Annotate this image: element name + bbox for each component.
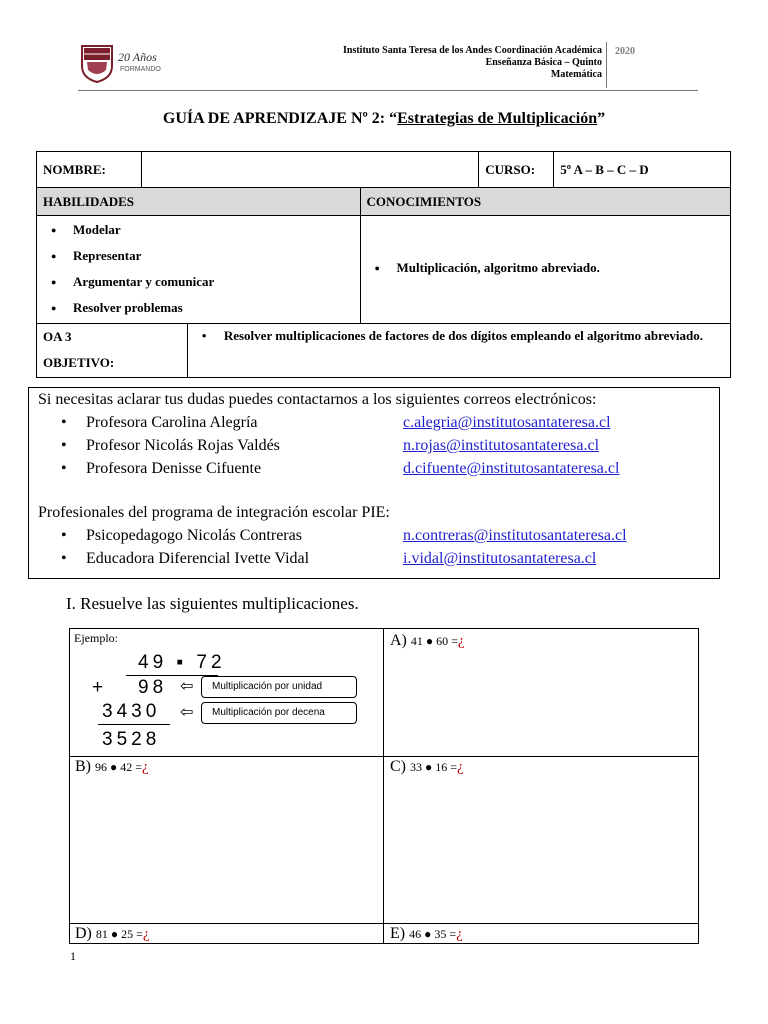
exercise-expression: 41 ● 60 = [410, 634, 458, 648]
teacher-name: Profesora Denisse Cifuente [86, 460, 262, 477]
exercise-c [390, 758, 464, 776]
example-underline [98, 724, 170, 725]
habilidad-item: ● Resolver problemas [43, 297, 354, 323]
example-result: 3528 [102, 729, 161, 750]
exercise-expression: 33 ● 16 = [410, 760, 458, 774]
oa-cell [37, 324, 188, 378]
header-line-2: Enseñanza Básica – Quinto [485, 57, 602, 68]
example-plus: + [92, 677, 108, 698]
example-row-2: 98 [138, 677, 168, 698]
teacher-email-link[interactable]: d.cifuente@institutosantateresa.cl [403, 460, 620, 477]
question-mark: ¿ [456, 926, 463, 942]
curso-value: 5º A – B – C – D [554, 152, 731, 188]
callout-unidad: Multiplicación por unidad [201, 676, 357, 698]
arrow-left-icon: ⇦ [180, 676, 194, 695]
example-row-3: 3430 [102, 701, 161, 722]
pie-item: • Psicopedagogo Nicolás Contreras [61, 527, 302, 544]
grid-divider-horizontal [69, 756, 699, 757]
teacher-item: • Profesora Denisse Cifuente [61, 460, 262, 477]
pie-name: Psicopedagogo Nicolás Contreras [86, 527, 302, 544]
header-institution [240, 45, 602, 81]
teacher-email-link[interactable]: n.rojas@institutosantateresa.cl [403, 437, 600, 454]
header-line-3: Matemática [550, 69, 602, 80]
callout-decena: Multiplicación por decena [201, 702, 357, 724]
info-table [36, 151, 731, 378]
pie-intro: Profesionales del programa de integración escolar PIE: [38, 504, 390, 521]
conocimientos-cell [360, 216, 731, 324]
teacher-item: • Profesora Carolina Alegría [61, 414, 258, 431]
objetivo-item: • Resolver multiplicaciones de factores de dos dígitos empleando el algoritmo abreviado. [201, 328, 704, 343]
grid-divider-horizontal [69, 923, 699, 924]
exercise-label: C) [390, 758, 406, 775]
exercise-expression: 96 ● 42 = [95, 760, 143, 774]
exercise-expression: 46 ● 35 = [409, 927, 457, 941]
habilidad-item: ● Argumentar y comunicar [43, 271, 354, 297]
objetivo-text: Resolver multiplicaciones de factores de dos dígitos empleando el algoritmo abreviado. [223, 328, 704, 343]
title-emphasis: Estrategias de Multiplicación [397, 110, 598, 127]
logo-years: 20 Años [118, 50, 157, 64]
objetivo-label: OBJETIVO: [43, 355, 115, 370]
exercise-label: A) [390, 632, 407, 649]
nombre-field[interactable] [141, 152, 478, 188]
exercise-expression: 81 ● 25 = [95, 927, 143, 941]
title-suffix: ” [597, 110, 606, 127]
section-title: I. Resuelve las siguientes multiplicaciones. [66, 594, 359, 613]
curso-label: CURSO: [479, 152, 554, 188]
title-prefix: GUÍA DE APRENDIZAJE Nº 2: “ [162, 110, 398, 127]
oa-label: OA 3 [43, 329, 72, 344]
exercise-d [75, 925, 150, 943]
teacher-name: Profesora Carolina Alegría [86, 414, 258, 431]
header-year: 2020 [606, 42, 646, 88]
conocimientos-header: CONOCIMIENTOS [360, 188, 731, 216]
arrow-left-icon: ⇦ [180, 702, 194, 721]
header-divider [78, 90, 698, 91]
grid-divider-vertical [383, 628, 384, 944]
example-row-1: 49 ▪ 72 [138, 652, 226, 673]
teacher-name: Profesor Nicolás Rojas Valdés [86, 437, 280, 454]
exercise-label: B) [75, 758, 91, 775]
conocimiento-item: ● Multiplicación, algoritmo abreviado. [367, 257, 725, 283]
question-mark: ¿ [457, 759, 464, 775]
exercise-e [390, 925, 463, 943]
exercise-a [390, 632, 465, 650]
question-mark: ¿ [457, 633, 465, 649]
teacher-email-link[interactable]: c.alegria@institutosantateresa.cl [403, 414, 611, 431]
nombre-label: NOMBRE: [37, 152, 142, 188]
example-label: Ejemplo: [74, 631, 118, 645]
question-mark: ¿ [142, 759, 149, 775]
habilidad-item: ● Modelar [43, 219, 354, 245]
pie-email-link[interactable]: i.vidal@institutosantateresa.cl [403, 550, 597, 567]
pie-item: • Educadora Diferencial Ivette Vidal [61, 550, 310, 567]
school-logo [78, 40, 161, 84]
contact-box [28, 387, 720, 579]
habilidades-header: HABILIDADES [37, 188, 361, 216]
page-number: 1 [70, 949, 76, 963]
exercise-label: D) [75, 925, 92, 942]
objetivo-cell [187, 324, 730, 378]
teacher-item: • Profesor Nicolás Rojas Valdés [61, 437, 280, 454]
pie-email-link[interactable]: n.contreras@institutosantateresa.cl [403, 527, 627, 544]
logo-subtext: FORMANDO [120, 66, 161, 73]
contact-intro: Si necesitas aclarar tus dudas puedes contactarnos a los siguientes correos electrónicos: [38, 391, 597, 408]
exercise-b [75, 758, 149, 776]
habilidades-cell [37, 216, 361, 324]
exercise-label: E) [390, 925, 406, 942]
pie-name: Educadora Diferencial Ivette Vidal [86, 550, 310, 567]
habilidades-list [43, 219, 354, 323]
habilidad-item: ● Representar [43, 245, 354, 271]
page-title [0, 110, 768, 128]
header-line-1: Instituto Santa Teresa de los Andes Coordinación Académica [342, 45, 602, 56]
question-mark: ¿ [142, 926, 150, 942]
